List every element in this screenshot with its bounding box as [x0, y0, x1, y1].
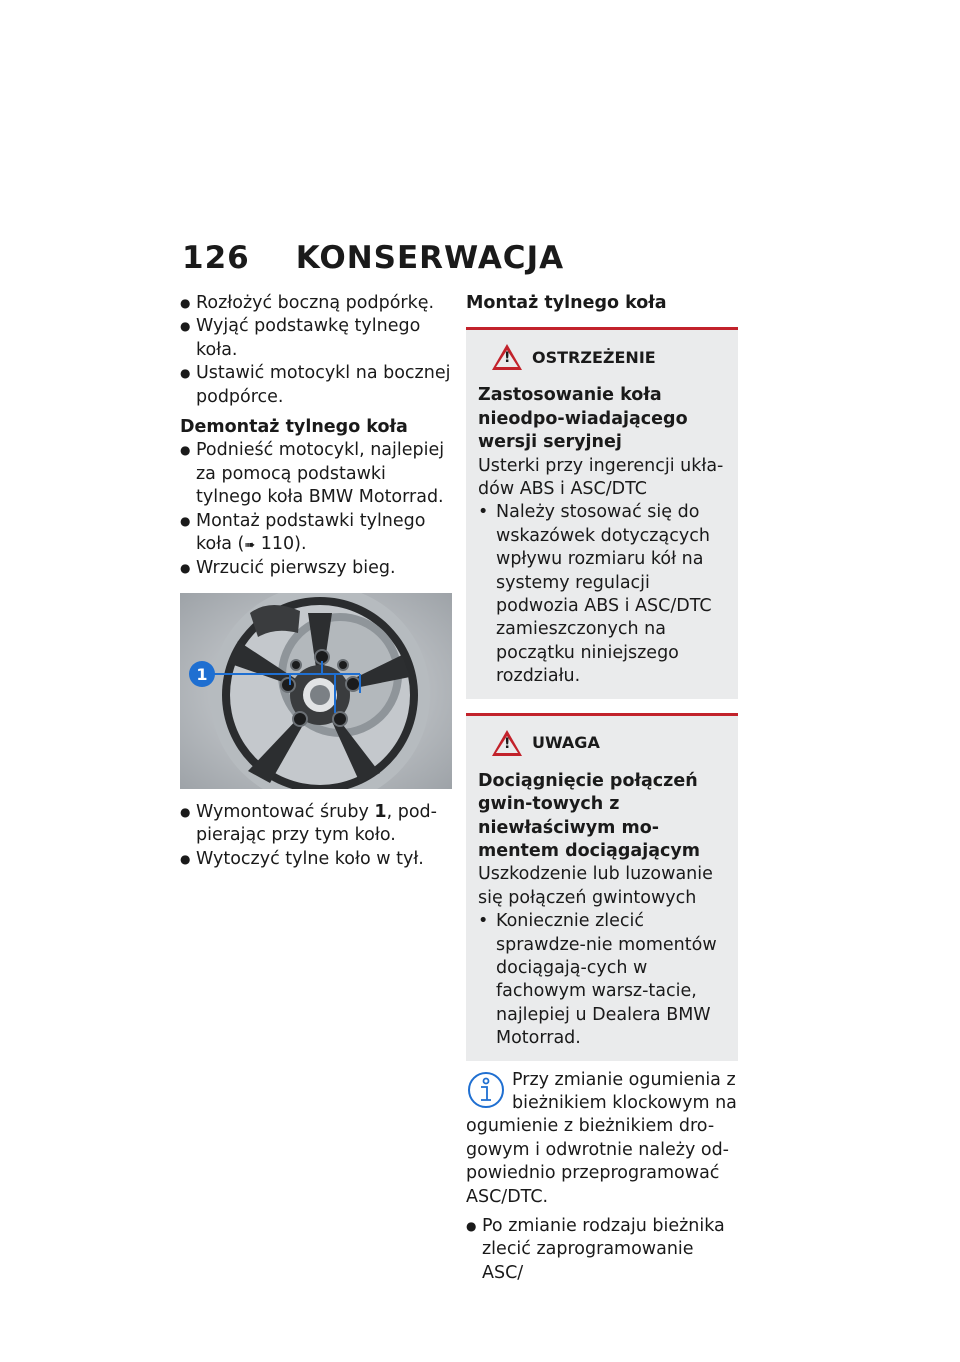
warning-box: [466, 327, 738, 698]
warning-triangle-icon: !: [492, 344, 522, 370]
list-item: ● Rozłożyć boczną podpórkę.: [180, 292, 452, 315]
warning-heading: Zastosowanie koła nieodpo-wiadającego wersji seryjnej: [478, 385, 688, 453]
warning-title-row: [492, 344, 726, 370]
subheading-removal: Demontaż tylnego koła: [180, 417, 408, 438]
list-item: ● Po zmianie rodzaju bieżnika zlecić zaprogramowanie ASC/: [466, 1215, 738, 1285]
list-item: ● Wyjąć podstawkę tylnego koła.: [180, 315, 452, 362]
caution-box: [466, 713, 738, 1061]
list-item: ● Wytoczyć tylne koło w tył.: [180, 848, 452, 871]
caution-bullet: • Koniecznie zlecić sprawdze-nie momentów dociągają-cych w fachowym warsz-tacie, najlepiej u Dealera BMW Motorrad.: [478, 910, 726, 1050]
step-text: Wymontować śruby: [196, 801, 375, 822]
info-text: Przy zmianie ogumienia z bieżnikiem klockowym na ogumienie z bieżnikiem dro-gowym i odwrotnie należy od-powiednio przeprogramować ASC/DTC.: [466, 1069, 737, 1207]
list-item: [180, 801, 452, 848]
list-item: [180, 510, 452, 558]
list-item: ● Podnieść motocykl, najlepiej za pomocą podstawki tylnego koła BMW Motorrad.: [180, 439, 452, 509]
warning-triangle-icon: !: [492, 730, 522, 756]
page-number: 126: [182, 240, 250, 276]
page-reference-link[interactable]: 110).: [255, 534, 307, 555]
warning-bullet: • Należy stosować się do wskazówek dotyczących wpływu rozmiaru kół na systemy regulacji podwozia ABS i ASC/DTC zamieszczonych na początku niniejszego rozdziału.: [478, 501, 726, 688]
info-icon: [466, 1069, 506, 1111]
left-column: [180, 292, 452, 871]
step-text: Montaż podstawki tylnego koła (: [196, 510, 426, 555]
step-text: , pod-pierając przy tym koło.: [196, 801, 437, 846]
caution-title-row: [492, 730, 726, 756]
info-note: [466, 1069, 738, 1209]
page-header: [182, 240, 564, 276]
wheel-photo: [180, 593, 452, 789]
warning-title: OSTRZEŻENIE: [532, 347, 656, 367]
caution-text: Uszkodzenie lub luzowanie się połączeń gwintowych: [478, 864, 713, 908]
caution-title: UWAGA: [532, 732, 600, 752]
list-item: ● Wrzucić pierwszy bieg.: [180, 557, 452, 580]
caution-heading: Dociągnięcie połączeń gwin-towych z niewłaściwym mo-mentem dociągającym: [478, 770, 701, 861]
callout-reference: 1: [374, 801, 387, 822]
rear-wheel-image: [180, 593, 452, 789]
section-title: KONSERWACJA: [295, 240, 565, 276]
warning-text: Usterki przy ingerencji ukła-dów ABS i ASC/DTC: [478, 455, 724, 500]
list-item: ● Ustawić motocykl na bocznej podpórce.: [180, 362, 452, 409]
right-column: [466, 292, 738, 1285]
page-reference-arrow-icon: ➠: [244, 538, 256, 554]
subheading-installation: Montaż tylnego koła: [466, 293, 667, 313]
callout-number: 1: [196, 664, 208, 684]
